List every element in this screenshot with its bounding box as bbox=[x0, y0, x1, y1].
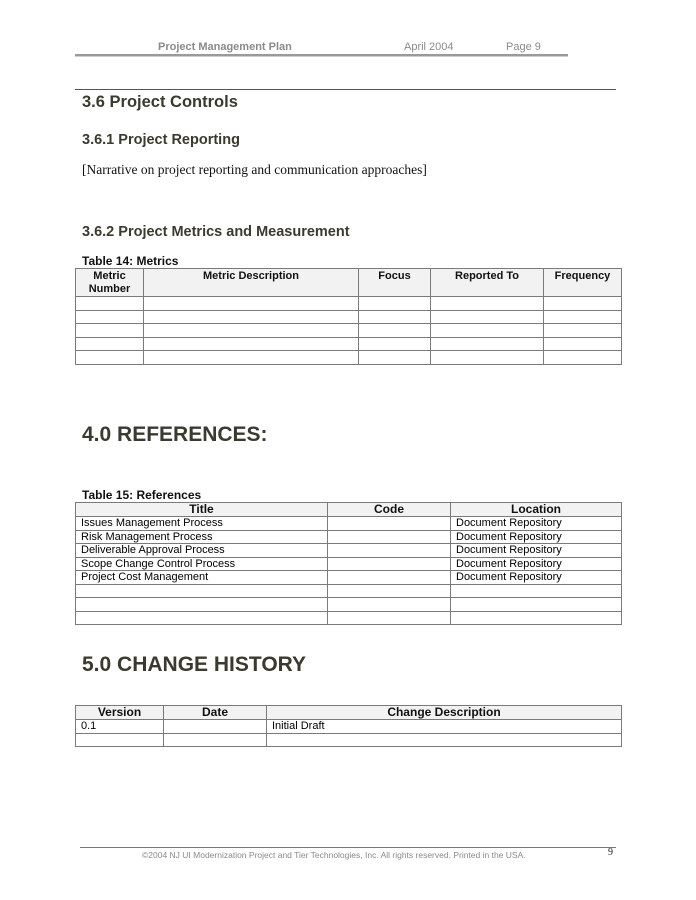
footer-page-number: 9 bbox=[608, 847, 613, 858]
table-cell bbox=[544, 351, 622, 365]
reference-title bbox=[76, 611, 328, 625]
heading-change-history: 5.0 CHANGE HISTORY bbox=[82, 653, 307, 676]
col-location: Location bbox=[451, 503, 622, 517]
table-cell bbox=[144, 297, 359, 311]
table-cell bbox=[76, 337, 144, 351]
reference-code bbox=[328, 557, 451, 571]
version-cell: 0.1 bbox=[76, 720, 164, 734]
table-14-caption: Table 14: Metrics bbox=[82, 254, 179, 268]
date-cell bbox=[164, 720, 267, 734]
col-reported-to: Reported To bbox=[431, 269, 544, 297]
table-row bbox=[76, 611, 622, 625]
reference-title bbox=[76, 598, 328, 612]
header-document-title: Project Management Plan bbox=[158, 41, 292, 53]
col-change-description: Change Description bbox=[267, 706, 622, 720]
reference-location bbox=[451, 598, 622, 612]
table-row bbox=[76, 530, 622, 544]
table-cell bbox=[544, 310, 622, 324]
section-divider bbox=[75, 89, 616, 90]
change-description-cell bbox=[267, 733, 622, 747]
reference-title: Risk Management Process bbox=[76, 530, 328, 544]
table-cell bbox=[431, 324, 544, 338]
change-history-table bbox=[75, 705, 622, 747]
table-cell bbox=[359, 337, 431, 351]
footer-rule bbox=[80, 847, 616, 848]
table-cell bbox=[544, 324, 622, 338]
table-row bbox=[76, 544, 622, 558]
heading-project-metrics: 3.6.2 Project Metrics and Measurement bbox=[82, 224, 350, 240]
table-cell bbox=[144, 310, 359, 324]
reference-location bbox=[451, 611, 622, 625]
reference-location: Document Repository bbox=[451, 544, 622, 558]
table-row bbox=[76, 584, 622, 598]
references-table bbox=[75, 502, 622, 625]
table-cell bbox=[431, 351, 544, 365]
table-row bbox=[76, 324, 622, 338]
heading-project-controls: 3.6 Project Controls bbox=[82, 93, 238, 111]
table-row bbox=[76, 557, 622, 571]
reference-location: Document Repository bbox=[451, 530, 622, 544]
heading-references: 4.0 REFERENCES: bbox=[82, 423, 268, 446]
col-date: Date bbox=[164, 706, 267, 720]
table-cell bbox=[359, 324, 431, 338]
table-cell bbox=[544, 337, 622, 351]
header-date: April 2004 bbox=[404, 41, 454, 53]
col-focus: Focus bbox=[359, 269, 431, 297]
table-row bbox=[76, 337, 622, 351]
table-row bbox=[76, 598, 622, 612]
table-row bbox=[76, 733, 622, 747]
heading-project-reporting: 3.6.1 Project Reporting bbox=[82, 132, 240, 148]
table-cell bbox=[431, 337, 544, 351]
reference-code bbox=[328, 571, 451, 585]
table-cell bbox=[359, 297, 431, 311]
table-cell bbox=[144, 351, 359, 365]
table-header-row bbox=[76, 706, 622, 720]
col-metric-description: Metric Description bbox=[144, 269, 359, 297]
col-frequency: Frequency bbox=[544, 269, 622, 297]
table-cell bbox=[431, 310, 544, 324]
version-cell bbox=[76, 733, 164, 747]
reference-code bbox=[328, 611, 451, 625]
metrics-table bbox=[75, 268, 622, 365]
reference-code bbox=[328, 517, 451, 531]
reference-title bbox=[76, 584, 328, 598]
reference-location: Document Repository bbox=[451, 517, 622, 531]
header-page-label: Page 9 bbox=[506, 41, 541, 53]
reference-location bbox=[451, 584, 622, 598]
col-title: Title bbox=[76, 503, 328, 517]
table-cell bbox=[544, 297, 622, 311]
col-metric-number: Metric Number bbox=[76, 269, 144, 297]
reference-title: Project Cost Management bbox=[76, 571, 328, 585]
table-row bbox=[76, 351, 622, 365]
table-row bbox=[76, 720, 622, 734]
table-header-row bbox=[76, 503, 622, 517]
col-code: Code bbox=[328, 503, 451, 517]
reference-title: Scope Change Control Process bbox=[76, 557, 328, 571]
col-version: Version bbox=[76, 706, 164, 720]
reference-location: Document Repository bbox=[451, 557, 622, 571]
narrative-placeholder: [Narrative on project reporting and communication approaches] bbox=[82, 162, 427, 177]
table-cell bbox=[144, 324, 359, 338]
reference-code bbox=[328, 530, 451, 544]
table-cell bbox=[144, 337, 359, 351]
date-cell bbox=[164, 733, 267, 747]
table-row bbox=[76, 571, 622, 585]
table-row bbox=[76, 517, 622, 531]
reference-title: Deliverable Approval Process bbox=[76, 544, 328, 558]
change-description-cell: Initial Draft bbox=[267, 720, 622, 734]
table-cell bbox=[359, 351, 431, 365]
table-row bbox=[76, 297, 622, 311]
header-rule bbox=[75, 54, 568, 57]
table-cell bbox=[359, 310, 431, 324]
table-header-row bbox=[76, 269, 622, 297]
table-row bbox=[76, 310, 622, 324]
footer-copyright: ©2004 NJ UI Modernization Project and Tier Technologies, Inc. All rights reserved. Printed in the USA. bbox=[142, 850, 526, 860]
reference-title: Issues Management Process bbox=[76, 517, 328, 531]
table-cell bbox=[76, 310, 144, 324]
reference-code bbox=[328, 544, 451, 558]
table-cell bbox=[431, 297, 544, 311]
reference-location: Document Repository bbox=[451, 571, 622, 585]
table-cell bbox=[76, 351, 144, 365]
table-cell bbox=[76, 297, 144, 311]
reference-code bbox=[328, 598, 451, 612]
table-cell bbox=[76, 324, 144, 338]
reference-code bbox=[328, 584, 451, 598]
table-15-caption: Table 15: References bbox=[82, 488, 202, 502]
